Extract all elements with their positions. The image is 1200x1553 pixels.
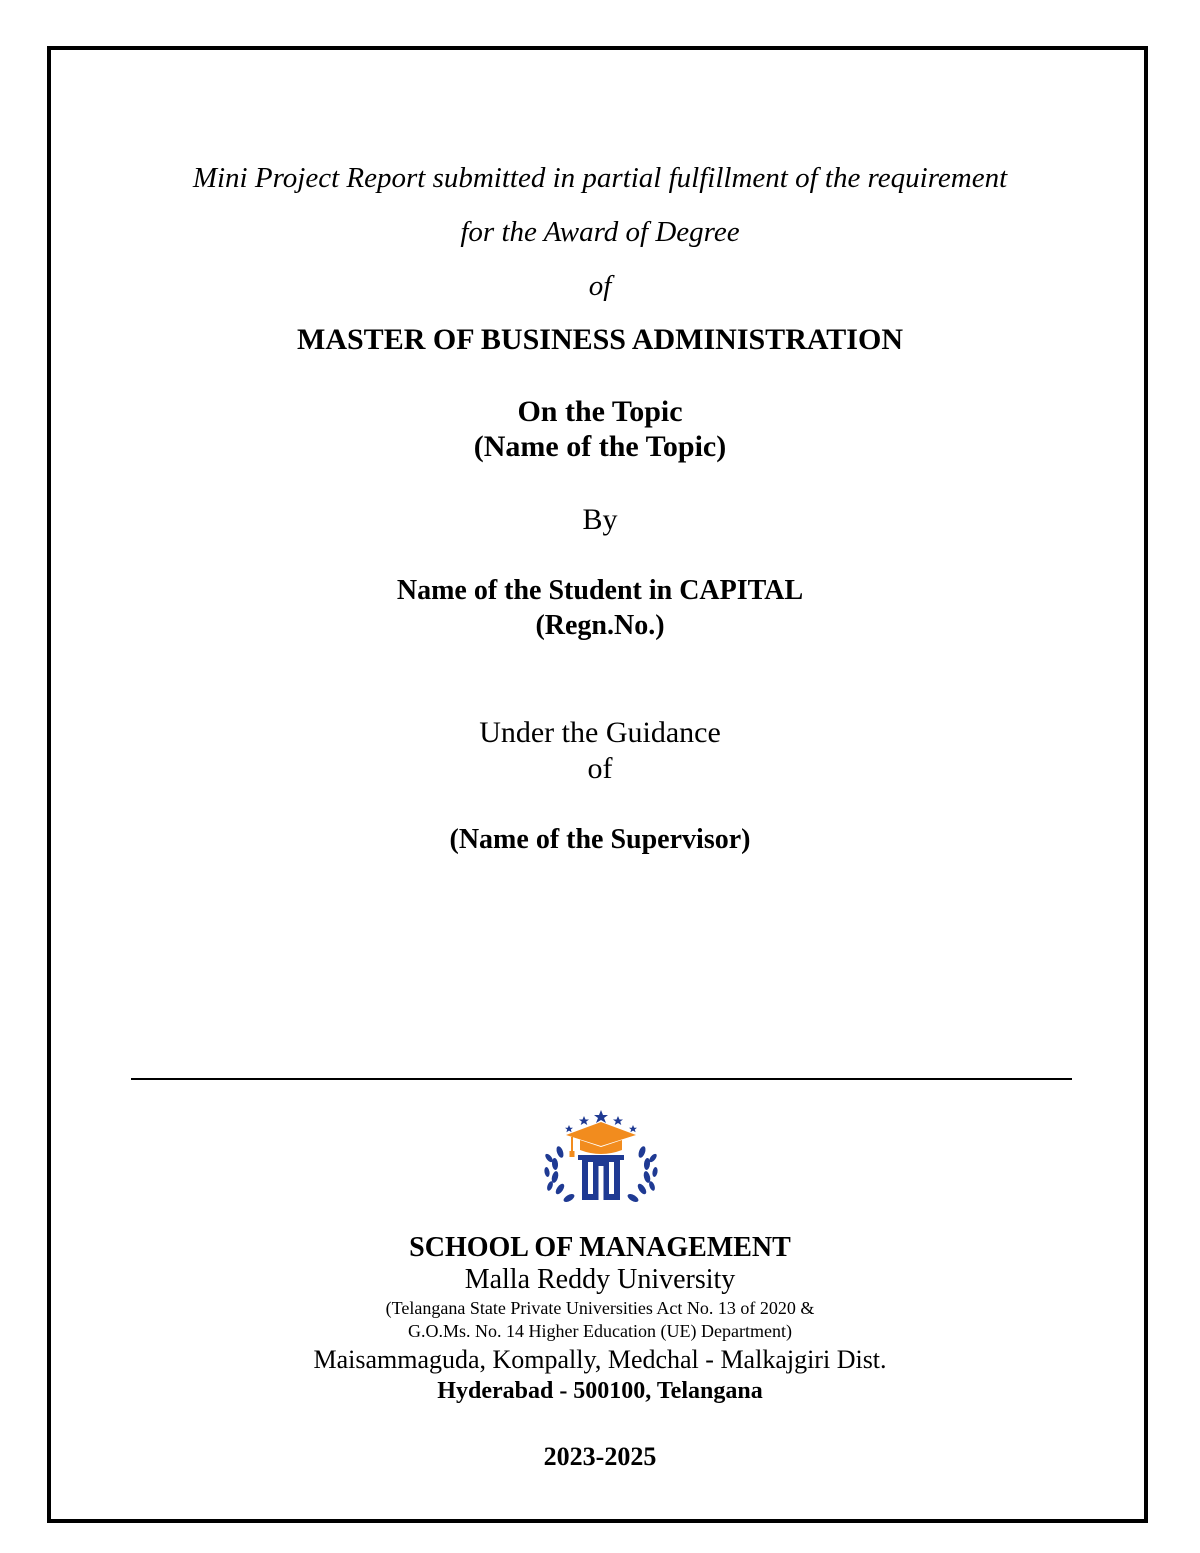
school-name: SCHOOL OF MANAGEMENT [409,1232,791,1263]
student-name: Name of the Student in CAPITAL [396,575,804,606]
intro-of: of [588,270,612,302]
intro-line-2: for the Award of Degree [460,216,740,248]
intro-line-1: Mini Project Report submitted in partial fulfillment of the requirement [192,162,1008,194]
university-name: Malla Reddy University [464,1264,736,1295]
topic-name: (Name of the Topic) [473,430,727,463]
act-line-2: G.O.Ms. No. 14 Higher Education (UE) Department) [408,1321,792,1341]
address-line-2: Hyderabad - 500100, Telangana [437,1378,763,1404]
by-label: By [582,503,618,536]
guidance-label: Under the Guidance [479,716,721,749]
supervisor-name: (Name of the Supervisor) [449,824,751,855]
regn-no: (Regn.No.) [535,610,665,641]
academic-year: 2023-2025 [543,1442,657,1471]
act-line-1: (Telangana State Private Universities Act No. 13 of 2020 & [385,1298,815,1318]
guidance-of: of [587,752,613,785]
degree-title: MASTER OF BUSINESS ADMINISTRATION [297,323,903,356]
address-line-1: Maisammaguda, Kompally, Medchal - Malkajgiri Dist. [313,1345,887,1374]
topic-heading: On the Topic [517,395,683,428]
divider [131,1078,1072,1080]
university-logo-icon [536,1108,666,1208]
